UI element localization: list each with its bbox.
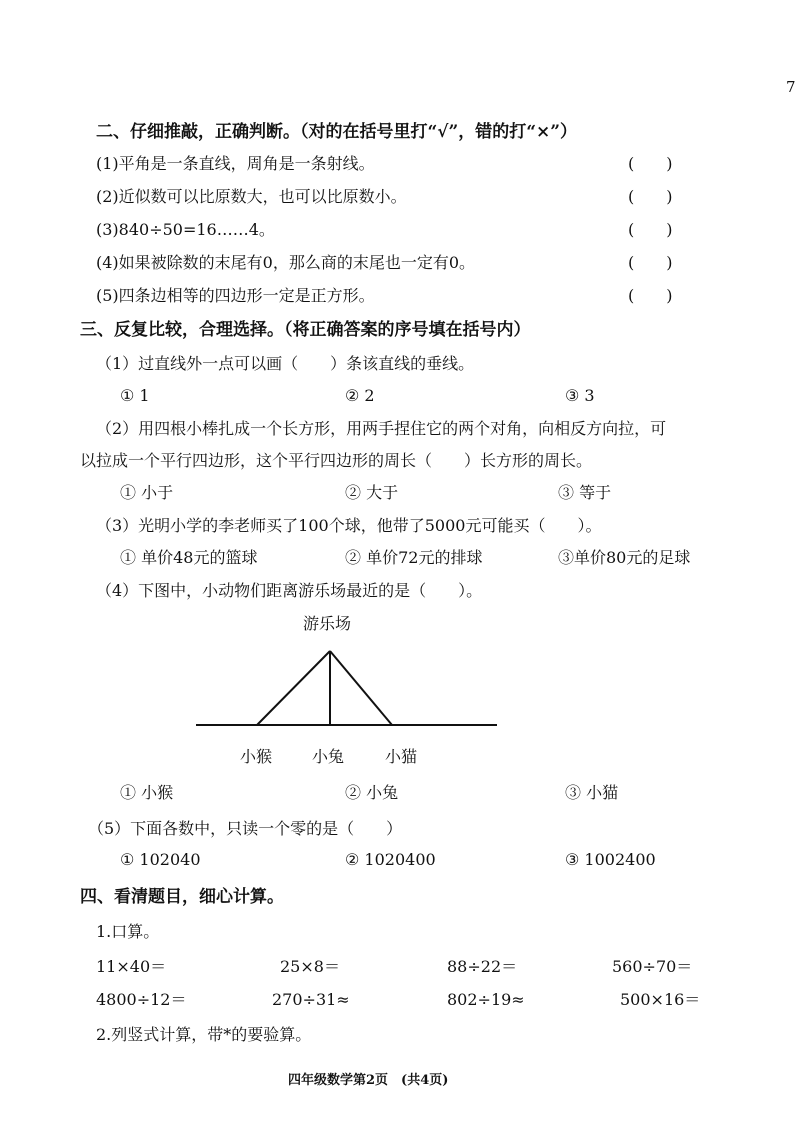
q2-option-1[interactable]: ① 小于	[120, 483, 174, 502]
q2-option-3[interactable]: ③ 等于	[558, 483, 612, 502]
q2-option-2[interactable]: ② 大于	[345, 483, 399, 502]
choice-q5: （5）下面各数中，只读一个零的是（ ）	[88, 819, 403, 838]
oral-calc-item: 11×40＝	[96, 957, 167, 976]
judge-paren-1[interactable]: ( )	[628, 154, 673, 173]
q4-option-2[interactable]: ② 小兔	[345, 783, 399, 802]
choice-q1: （1）过直线外一点可以画（ ）条该直线的垂线。	[96, 354, 475, 373]
q4-option-1[interactable]: ① 小猴	[120, 783, 174, 802]
q3-option-1[interactable]: ① 单价48元的篮球	[120, 548, 258, 567]
diagram-label-cat: 小猫	[385, 747, 418, 766]
oral-calc-item: 4800÷12＝	[96, 990, 187, 1009]
section3-title: 三、反复比较，合理选择。（将正确答案的序号填在括号内）	[80, 320, 531, 340]
section4-title: 四、看清题目，细心计算。	[80, 887, 284, 907]
q5-option-1[interactable]: ① 102040	[120, 850, 201, 869]
choice-q4: （4）下图中，小动物们距离游乐场最近的是（ ）。	[96, 581, 483, 600]
judge-item-2: (2)近似数可以比原数大，也可以比原数小。	[96, 187, 407, 206]
choice-q2-line2: 以拉成一个平行四边形，这个平行四边形的周长（ ）长方形的周长。	[80, 451, 593, 470]
judge-paren-4[interactable]: ( )	[628, 253, 673, 272]
choice-q3: （3）光明小学的李老师买了100个球，他带了5000元可能买（ ）。	[96, 516, 602, 535]
q5-option-3[interactable]: ③ 1002400	[565, 850, 656, 869]
diagram-label-rabbit: 小兔	[312, 747, 345, 766]
page-footer: 四年级数学第2页 (共4页)	[288, 1073, 449, 1088]
judge-paren-3[interactable]: ( )	[628, 220, 673, 239]
judge-item-1: (1)平角是一条直线，周角是一条射线。	[96, 154, 375, 173]
oral-calc-item: 25×8＝	[280, 957, 340, 976]
judge-item-3: (3)840÷50=16……4。	[96, 220, 275, 239]
judge-item-5: (5)四条边相等的四边形一定是正方形。	[96, 286, 375, 305]
q1-option-3[interactable]: ③ 3	[565, 386, 595, 405]
path-cat	[330, 651, 392, 725]
oral-calc-item: 802÷19≈	[447, 990, 525, 1009]
oral-calc-item: 500×16＝	[620, 990, 701, 1009]
q1-option-2[interactable]: ② 2	[345, 386, 375, 405]
diagram-label-playground: 游乐场	[303, 614, 352, 633]
q3-option-2[interactable]: ② 单价72元的排球	[345, 548, 483, 567]
q4-option-3[interactable]: ③ 小猫	[565, 783, 619, 802]
vertical-calc-heading: 2.列竖式计算，带*的要验算。	[96, 1025, 312, 1044]
path-monkey	[257, 651, 330, 725]
q5-option-2[interactable]: ② 1020400	[345, 850, 436, 869]
page-mark: 7	[786, 78, 796, 96]
oral-calc-heading: 1.口算。	[96, 922, 160, 941]
section2-title: 二、仔细推敲，正确判断。（对的在括号里打“√”，错的打“×”）	[96, 122, 578, 142]
oral-calc-item: 88÷22＝	[447, 957, 518, 976]
diagram-label-monkey: 小猴	[240, 747, 273, 766]
q1-option-1[interactable]: ① 1	[120, 386, 150, 405]
oral-calc-item: 270÷31≈	[272, 990, 350, 1009]
choice-q2-line1: （2）用四根小棒扎成一个长方形，用两手捏住它的两个对角，向相反方向拉，可	[96, 419, 667, 438]
q3-option-3[interactable]: ③单价80元的足球	[558, 548, 691, 567]
oral-calc-item: 560÷70＝	[612, 957, 693, 976]
judge-paren-5[interactable]: ( )	[628, 286, 673, 305]
judge-paren-2[interactable]: ( )	[628, 187, 673, 206]
judge-item-4: (4)如果被除数的末尾有0，那么商的末尾也一定有0。	[96, 253, 476, 272]
